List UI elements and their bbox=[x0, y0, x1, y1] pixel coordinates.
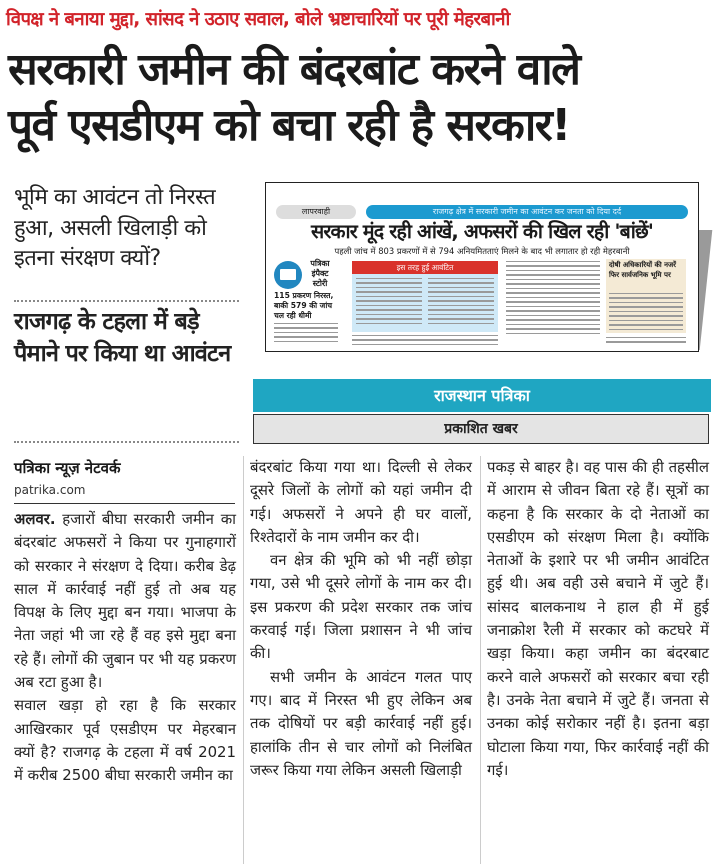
paragraph: वन क्षेत्र की भूमि को भी नहीं छोड़ा गया, उसे भी दूसरे लोगों के नाम कर दी। इस प्रकरण की प्रदेश सरकार तक जांच करवाई गई। जिला प्रशासन ने भी जांच की। bbox=[250, 551, 472, 663]
headline-line-2: पूर्व एसडीएम को बचा रही है सरकार! bbox=[8, 100, 570, 151]
masthead-banner: राजस्थान पत्रिका bbox=[253, 379, 711, 412]
clipping-box-title: इस तरह हुई आवंटित bbox=[352, 261, 498, 274]
clipping-tag-left: लापरवाही bbox=[276, 205, 356, 219]
clipping-tag-right: राजगढ़ क्षेत्र में सरकारी जमीन का आवंटन कर जनता को दिया दर्द bbox=[366, 205, 688, 219]
paragraph-text: हजारों बीघा सरकारी जमीन का बंदरबांट अफसरों ने किया पर गुनाहगारों को सरकार ने संरक्षण दे दिया। करीब डेढ़ साल में कार्रवाई नहीं हुई तो अब यह विपक्ष के लिए मुद्दा बन गया। भाजपा के नेता जहां भी जा रहे हैं वह इसे मुद्दा बना रहे हैं। लोगों की जुबान पर भी यह प्रकरण अब रटा हुआ है। bbox=[14, 510, 236, 692]
paragraph bbox=[14, 508, 236, 694]
byline-site: patrika.com bbox=[14, 483, 86, 497]
dotted-divider bbox=[14, 300, 239, 302]
clipping-text-lines bbox=[352, 335, 498, 348]
article-column-2 bbox=[250, 456, 472, 782]
clipping-text-lines bbox=[606, 337, 686, 346]
paragraph: बंदरबांट किया गया था। दिल्ली से लेकर दूसरे जिलों के लोगों को यहां जमीन दी गई। अफसरों ने अपने ही घर वालों, रिश्तेदारों के नाम जमीन कर दी। bbox=[250, 458, 472, 546]
column-divider bbox=[480, 456, 481, 864]
clipping-text-lines bbox=[506, 261, 600, 337]
clipping-brand: पत्रिका इंपैक्ट स्टोरी bbox=[310, 259, 330, 288]
newspaper-clipping bbox=[265, 182, 699, 352]
clipping-headline: सरकार मूंद रही आंखें, अफसरों की खिल रही 'बांछें' bbox=[310, 220, 654, 243]
published-label: प्रकाशित खबर bbox=[253, 414, 709, 444]
subheadline: भूमि का आवंटन तो निरस्त हुआ, असली खिलाड़ी को इतना संरक्षण क्यों? bbox=[14, 185, 216, 271]
clipping-subheadline: पहली जांच में 803 प्रकरणों में से 794 अनियमितताएं मिलने के बाद भी लगातार हो रही मेहरबानी bbox=[334, 246, 630, 256]
clipping-blue-box bbox=[352, 274, 498, 332]
secondary-subheadline: राजगढ़ के टहला में बड़े पैमाने पर किया था आवंटन bbox=[14, 307, 231, 367]
byline: पत्रिका न्यूज़ नेटवर्क bbox=[14, 459, 121, 477]
article-column-3 bbox=[487, 456, 709, 782]
clipping-text-lines bbox=[274, 323, 338, 345]
article-column-1 bbox=[14, 508, 236, 788]
clipping-side-headline: 115 प्रकरण निरस्त, बाकी 579 की जांच चल रही धीमी bbox=[274, 291, 334, 320]
headline-line-1: सरकारी जमीन की बंदरबांट करने वाले bbox=[8, 44, 580, 95]
byline-rule bbox=[14, 503, 235, 504]
paragraph: पकड़ से बाहर है। वह पास की ही तहसील में आराम से जीवन बिता रहे हैं। सूत्रों का कहना है कि सरकार के दो नेताओं का एसडीएम को संरक्षण मिला है। क्योंकि नेताओं के इशारे पर भी जमीन आवंटित हुई थी। अब वही उसे बचाने में जुटे हैं। सांसद बालकनाथ ने हाल ही में हुई जनाक्रोश रैली में सरकार को कटघरे में खड़ा किया। कहा जमीन का बंदरबाट करने वाले अफसरों को सरकार बचा रही है। उनके नेता बचाने में जुटे हैं। जनता से उनका कोई सरोकार नहीं है। इतना बड़ा घोटाला किया गया, फिर कार्रवाई नहीं की गई। bbox=[487, 458, 709, 779]
column-divider bbox=[243, 456, 244, 864]
dateline: अलवर. bbox=[14, 510, 56, 528]
paragraph: सभी जमीन के आवंटन गलत पाए गए। बाद में निरस्त भी हुए लेकिन अब तक दोषियों पर बड़ी कार्रवाई नहीं हुई। हालांकि तीन से चार लोगों को निलंबित जरूर किया गया लेकिन असली खिलाड़ी bbox=[250, 667, 472, 779]
newspaper-icon bbox=[274, 261, 302, 289]
clipping-side-box bbox=[606, 259, 686, 333]
kicker-headline: विपक्ष ने बनाया मुद्दा, सांसद ने उठाए सवाल, बोले भ्रष्टाचारियों पर पूरी मेहरबानी bbox=[6, 9, 510, 30]
clipping-side-box-title: दोषी अधिकारियों की नजरें फिर सार्वजनिक भूमि पर bbox=[609, 261, 677, 279]
dotted-divider bbox=[14, 441, 239, 443]
main-headline bbox=[8, 42, 713, 154]
paragraph: सवाल खड़ा हो रहा है कि सरकार आखिरकार पूर्व एसडीएम पर मेहरबान क्यों है? राजगढ़ के टहला में वर्ष 2021 में करीब 2500 बीघा सरकारी जमीन का bbox=[14, 696, 236, 785]
